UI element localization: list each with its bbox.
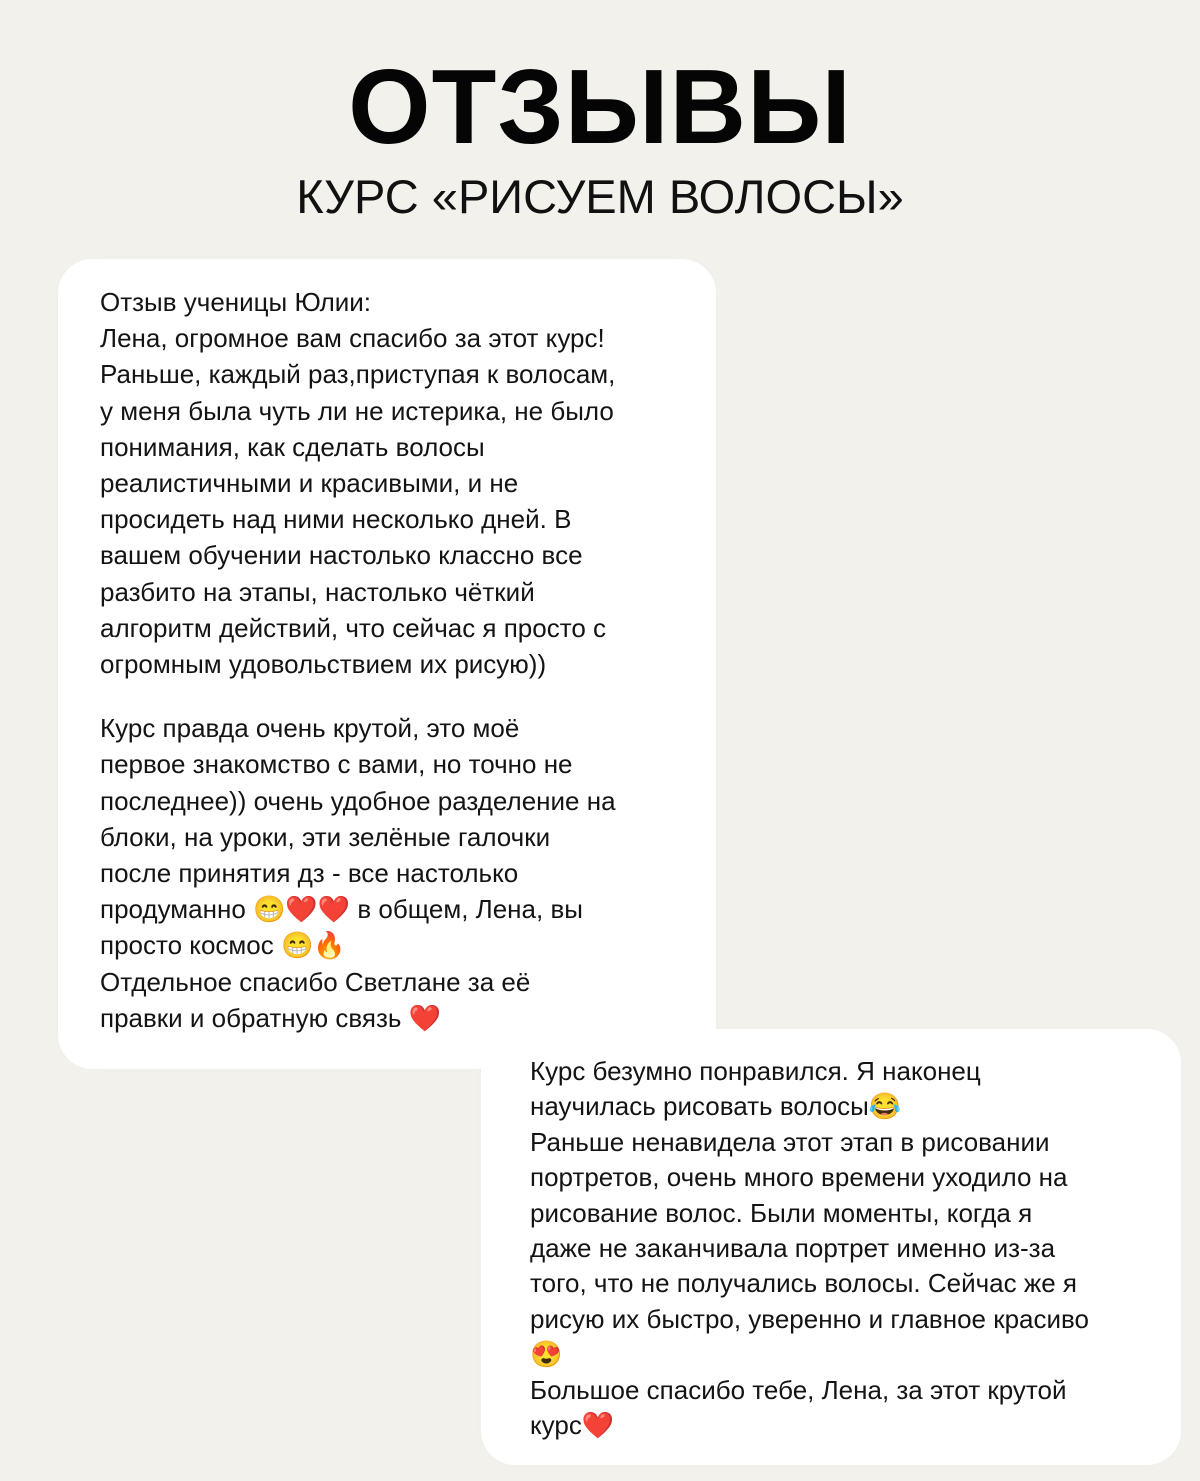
page-subtitle: КУРС «РИСУЕМ ВОЛОСЫ» <box>296 170 904 223</box>
review-text-second <box>530 1054 1170 1443</box>
page-title: ОТЗЫВЫ <box>348 48 852 166</box>
review-text-julia <box>100 284 700 1036</box>
review-paragraph: Курс правда очень крутой, это моё первое знакомство с вами, но точно не последнее)) очень удобное разделение на блоки, на уроки, эти зелёные галочки после принятия дз - все настолько продуманно 😁❤️❤️ в общем, Лена, вы просто космос 😁🔥 Отдельное спасибо Светлане за её правки и обратную связь ❤️ <box>100 713 616 1033</box>
review-paragraph: Отзыв ученицы Юлии: Лена, огромное вам спасибо за этот курс! Раньше, каждый раз,приступая к волосам, у меня была чуть ли не истерика, не было понимания, как сделать волосы реалистичными и красивыми, и не просидеть над ними несколько дней. В вашем обучении настолько классно все разбито на этапы, настолько чёткий алгоритм действий, что сейчас я просто с огромным удовольствием их рисую)) <box>100 287 616 680</box>
review-paragraph: Курс безумно понравился. Я наконец научилась рисовать волосы😂 Раньше ненавидела этот этап в рисовании портретов, очень много времени уходило на рисование волос. Были моменты, когда я даже не заканчивала портрет именно из-за того, что не получались волосы. Сейчас же я рисую их быстро, уверенно и главное красиво 😍 Большое спасибо тебе, Лена, за этот крутой курс❤️ <box>530 1056 1090 1441</box>
